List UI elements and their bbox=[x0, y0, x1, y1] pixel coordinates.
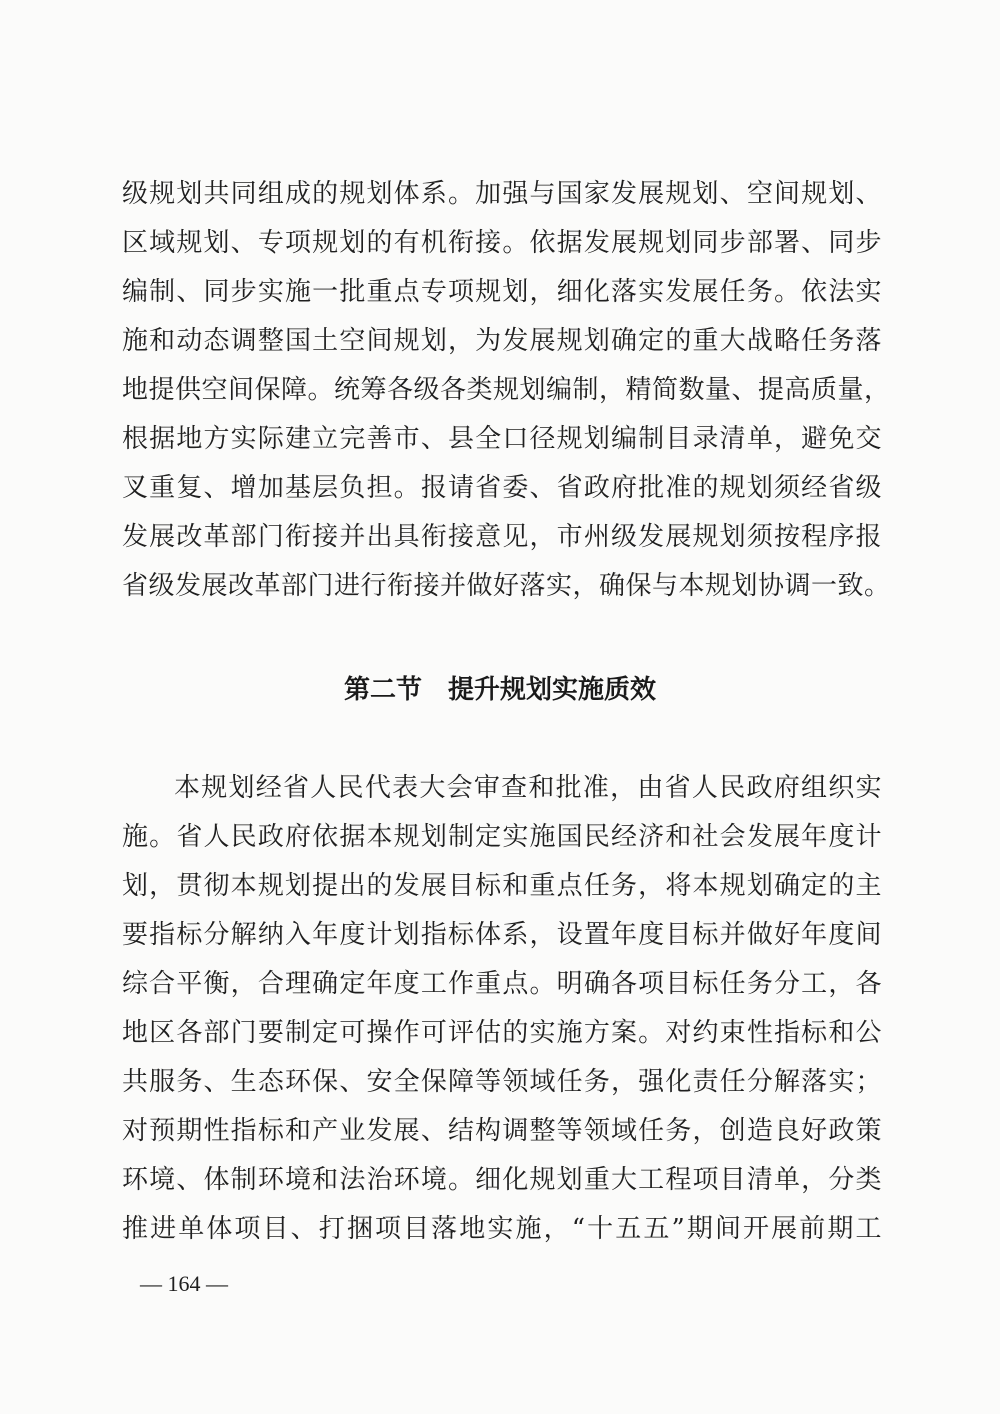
paragraph-line: 推进单体项目、打捆项目落地实施，“十五五”期间开展前期工 bbox=[122, 1214, 882, 1244]
paragraph-line: 地提供空间保障。统筹各级各类规划编制，精简数量、提高质量， bbox=[122, 375, 891, 405]
paragraph-line: 区域规划、专项规划的有机衔接。依据发展规划同步部署、同步 bbox=[122, 228, 882, 258]
paragraph-line: 要指标分解纳入年度计划指标体系，设置年度目标并做好年度间 bbox=[122, 920, 882, 950]
paragraph-line: 对预期性指标和产业发展、结构调整等领域任务，创造良好政策 bbox=[122, 1116, 882, 1146]
section-heading: 第二节 提升规划实施质效 bbox=[343, 675, 656, 705]
paragraph-line: 共服务、生态环保、安全保障等领域任务，强化责任分解落实； bbox=[122, 1067, 882, 1097]
paragraph-line: 编制、同步实施一批重点专项规划，细化落实发展任务。依法实 bbox=[122, 277, 882, 307]
paragraph-line: 划，贯彻本规划提出的发展目标和重点任务，将本规划确定的主 bbox=[122, 871, 882, 901]
paragraph-line: 叉重复、增加基层负担。报请省委、省政府批准的规划须经省级 bbox=[122, 473, 882, 503]
paragraph-line: 综合平衡，合理确定年度工作重点。明确各项目标任务分工，各 bbox=[122, 969, 882, 999]
paragraph-line: 施。省人民政府依据本规划制定实施国民经济和社会发展年度计 bbox=[122, 822, 882, 852]
paragraph-line: 级规划共同组成的规划体系。加强与国家发展规划、空间规划、 bbox=[122, 179, 882, 209]
paragraph-line: 根据地方实际建立完善市、县全口径规划编制目录清单，避免交 bbox=[122, 424, 882, 454]
page-number: — 164 — bbox=[140, 1271, 228, 1296]
paragraph-line: 施和动态调整国土空间规划，为发展规划确定的重大战略任务落 bbox=[122, 326, 882, 356]
paragraph-line: 本规划经省人民代表大会审查和批准，由省人民政府组织实 bbox=[174, 773, 882, 803]
paragraph-line: 省级发展改革部门进行衔接并做好落实，确保与本规划协调一致。 bbox=[122, 571, 891, 601]
paragraph-line: 地区各部门要制定可操作可评估的实施方案。对约束性指标和公 bbox=[122, 1018, 882, 1048]
paragraph-line: 环境、体制环境和法治环境。细化规划重大工程项目清单，分类 bbox=[122, 1165, 882, 1195]
paragraph-line: 发展改革部门衔接并出具衔接意见，市州级发展规划须按程序报 bbox=[122, 522, 882, 552]
